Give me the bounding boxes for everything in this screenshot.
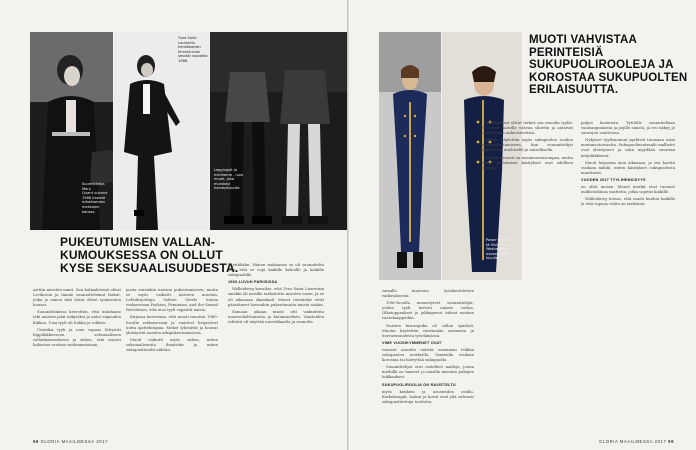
left-col3-para-1: käyttäkään. Hänen mukaansa se oli suunniteltu niin, että se sopi kaikille kehoille ja kaikille sukupuolille. xyxy=(228,262,324,278)
left-col1-para-2: Suunnitelmissa kerrottiin, että minihame teki naisten jalat näkyviksi ja antoi vapauden liikkua. Uusi tyyli oli tiukka ja rohkea. xyxy=(33,309,121,325)
caption-photo2: Yves Saint Laurentin henkäisevän feminiininen smokki vuodelta 1966. xyxy=(178,36,208,63)
right-col3-para-1: paljon huomiota. Tyttöille suunnitellaan vaaleanpunaista ja pojille sinistä, ja ero näkyy jo vauvojen vaatteissa. xyxy=(581,120,675,136)
right-column-2 xyxy=(481,120,573,438)
right-col1-para-4: tuoneet muotiin entistä enemmän leikkiä sukupuolen merkeillä. Vaatteilla voidaan korostaa tai häivyttää sukupuolta. xyxy=(382,346,474,363)
right-col1-para-2: 1980-luvulla menestyivät suunnittelijat, joiden tyyli korosti naisen valtaa. Olkatoppaukset ja jakkupuvut tulivat naisten vaatekaappeihin. xyxy=(382,300,474,321)
right-col3-subheading: VUODEN 2017 TYYLIHENKISYYS xyxy=(581,177,646,182)
right-headline: MUOTI VAHVISTAA PERINTEISIÄ SUKUPUOLIROOLEJA JA KOROSTAA SUKUPUOLTEN ERILAISUUTTA. xyxy=(529,34,688,96)
right-col3-para-2: Nykyiset tyylisuunnat pyrkivät tuomaan esiin monimuotoisuutta. Sukupuolineutraalit mallistot ovat yleistyneet ja niitä myydään suurissa ketjuliikkeissä. xyxy=(581,137,675,158)
right-col1-subheading-a: VIME VUOSIKYMMENET OVAT xyxy=(382,340,442,345)
photo-ysl-smoking xyxy=(114,32,209,230)
photo-leggings xyxy=(210,32,347,230)
caption-right-photo: Power dressing: tä Vivienne Westwoodin asussa 1990- luvulla. xyxy=(486,238,515,261)
photo-runway xyxy=(379,32,441,280)
right-col1-para-3: Naisten bisnespuku oli vallan symboli. Muotia käytettiin viestimään asemasta ja itsevarmuudesta työelämässä. xyxy=(382,322,474,338)
caption-photo3: Leggingsit ja minihame - uusi muoti, joka murskasi hamepituudet. xyxy=(214,168,243,191)
left-column-3 xyxy=(228,262,324,437)
left-col1-para-3: Uniseksi tyyli ja uusi vapaus liittyivät hippiliikkeeseen, seksuaaliseen vallankumoukseen ja siihen, että nuoret halusivat erottua vanhemmistaan. xyxy=(33,326,121,347)
left-col3-para-2: Wallenberg kuvailee, että Yves Saint Laurentin smokki oli naisille tarkoitettu miesten vaate, ja se oli aikanaan skandaali. Monet ravintolat eivät päästäneet housuihin pukeutunutta naista sisään. xyxy=(228,286,324,307)
right-col2-para-2: Muotia käytettiin myös sukupuolen roolien kyseenalaistamiseen, kun suunnittelijat leikittelivät miehisellä ja naisellisella. xyxy=(481,137,573,153)
right-page-number: 99 xyxy=(668,439,674,444)
caption-photo1: Suunnittelija Mary Quant vuonna 1966 itsensä mitoittamien mekkojen kanssa. xyxy=(82,182,108,214)
right-col1-para-5: Suunnittelijat ovat esitelleet malleja, joissa miehillä on hameet ja naisilla miesten pukujen leikkaukset. xyxy=(382,364,474,380)
right-page xyxy=(349,0,696,450)
photo-runway-image xyxy=(379,32,441,280)
left-col1-para-1: asttiin miesten mmit. Sen kulmakivenä olivat Levikoron ja tämän suunnittelemat farkut, jotka jo ennen tätä olivat olleet työmiesten housut. xyxy=(33,287,121,308)
left-folio xyxy=(33,439,108,444)
right-col1-subheading-b: SUKUPUOLIROOLIA ON RAVISTELTU xyxy=(382,382,456,387)
left-col2-para-2: Kirjassa kerrotaan, että muoti muuttui 1960-luvulla ratkaisevasti ja vaatteet heijastivat uutta ajattelutapaa. Mekot lyhenivät ja housut yleistyivät naisten arkipukeutumisessa. xyxy=(126,314,218,335)
left-headline: PUKEUTUMISEN VALLAN- KUMOUKSESSA ON OLLUT KYSE SEKSUAALISUUDESTA. xyxy=(60,235,239,275)
right-col3-para-5: Wallenberg toteaa, että muoti kuuluu kaikille ja että vapaus valita on tärkeintä. xyxy=(581,196,675,207)
right-column-3 xyxy=(581,120,675,438)
right-col3-para-4: on ollut unisex. Monet merkit ovat tuoneet mallistoihinsa vaatteita, jotka sopivat kaikille. xyxy=(581,184,675,195)
right-column-1 xyxy=(382,288,474,438)
photo-leggings-image xyxy=(210,32,347,230)
right-col1-para-1: samalla muotona työskentelevien vaikutuksesta. xyxy=(382,288,474,299)
right-folio xyxy=(599,439,674,444)
left-page xyxy=(0,0,347,450)
photo-mary-quant xyxy=(30,32,113,230)
left-col3-subheading: 1960-LUVUN PARIISISSA xyxy=(228,280,278,285)
right-col3-para-3: Muoti heijastaa aina aikaansa, ja sen kautta voidaan nähdä, miten käsitykset sukupuolesta muuttuvat. xyxy=(581,159,675,175)
right-folio-text: GLORIA MAAILMESSA 2017 xyxy=(598,439,667,444)
left-page-number: 96 xyxy=(33,439,39,444)
left-col2-para-3: Muoti vaikutti myös siihen, miten seksuaalisuutta ilmaistiin ja miten sukupuoliroolit nähtiin. xyxy=(126,336,218,353)
left-col3-para-3: Samaan aikaan muoti otti vaikutteita nuorisokulttuurista ja katumuodista. Vaatteiden tehtävä oli näyttää nuorekkaalta ja rennolta. xyxy=(228,308,324,324)
right-col2-para-3: Nykyään muoti on monimuotoisempaa, mutta monet perinteiset käsitykset ovat edelleen vahvoja. xyxy=(481,154,573,170)
left-col2-para-1: posta varsinkin naisten pukeutumiseen, mutta se myös vaikutti miesten muotiin. Lehtikirjoittaja Valerie Steele toteaa teoksessaan Fashion, Feminism, and the Sexual Revolution, että uusi tyyli vapautti naisia. xyxy=(126,287,218,313)
left-column-2 xyxy=(126,287,218,437)
right-col1-para-6: myös kenkien ja asusteiden avulla. Korkokengät, laukut ja korut ovat yhä vahvasti sukupuolitettuja tuotteita. xyxy=(382,388,474,404)
left-column-1 xyxy=(33,287,121,437)
right-col2-para-1: Olkaltoukset olivat tärkeä osa muodin tyyliä. Ne loivat naiselle vahvan siluetin ja antoivat vaikutelman auktoriteetista. xyxy=(481,120,573,136)
left-folio-text: GLORIA MAAILMESSA 2017 xyxy=(40,439,109,444)
